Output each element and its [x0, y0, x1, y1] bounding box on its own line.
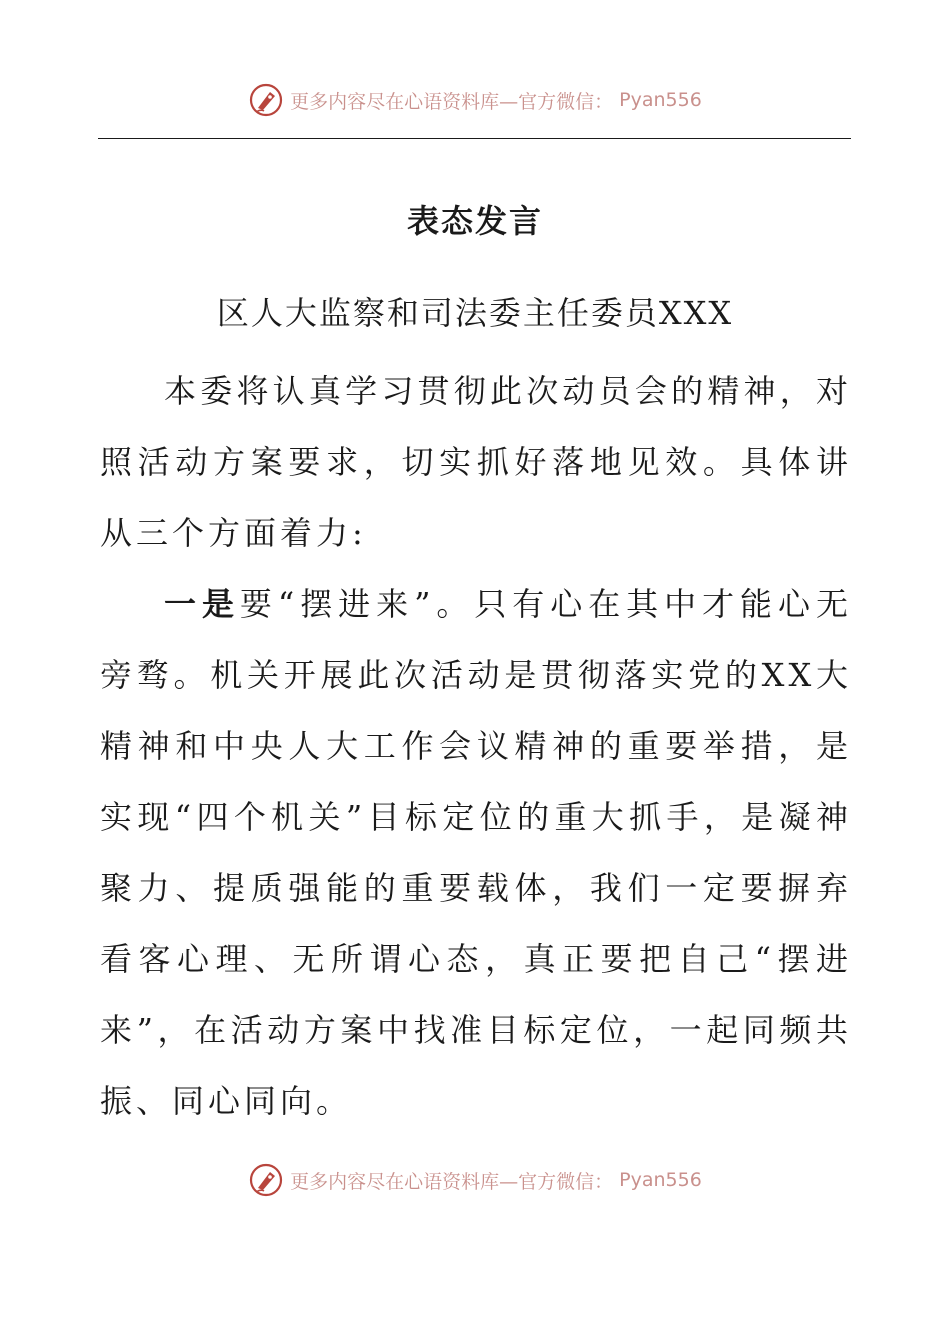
pen-nib-logo-icon [248, 1162, 284, 1198]
document-title: 表态发言 [406, 202, 543, 240]
paragraph-1 [100, 356, 852, 569]
header-wechat-id: Pyan556 [619, 89, 702, 111]
paragraph-1-text: 本委将认真学习贯彻此次动员会的精神，对照活动方案要求，切实抓好落地见效。具体讲从三个方面着力: [100, 372, 852, 552]
paragraph-2 [100, 569, 852, 1137]
paragraph-2-text: 要“摆进来”。只有心在其中才能心无旁骛。机关开展此次活动是贯彻落实党的XX大精神和中央人大工作会议精神的重要举措，是实现“四个机关”目标定位的重大抓手，是凝神聚力、提质强能的重要载体，我们一定要摒弃看客心理、无所谓心态，真正要把自己“摆进来”，在活动方案中找准目标定位，一起同频共振、同心同向。 [100, 585, 852, 1120]
document-author: 区人大监察和司法委主任委员XXX [216, 294, 734, 332]
footer-banner [0, 1162, 950, 1198]
document-body [100, 356, 852, 1137]
paragraph-2-lead: 一是 [164, 585, 240, 623]
header-banner [0, 82, 950, 118]
pen-nib-logo-icon [248, 82, 284, 118]
footer-banner-text: 更多内容尽在心语资料库—官方微信： [290, 1170, 614, 1193]
header-divider [98, 138, 851, 139]
footer-wechat-id: Pyan556 [619, 1169, 702, 1191]
header-banner-text: 更多内容尽在心语资料库—官方微信： [290, 90, 614, 113]
